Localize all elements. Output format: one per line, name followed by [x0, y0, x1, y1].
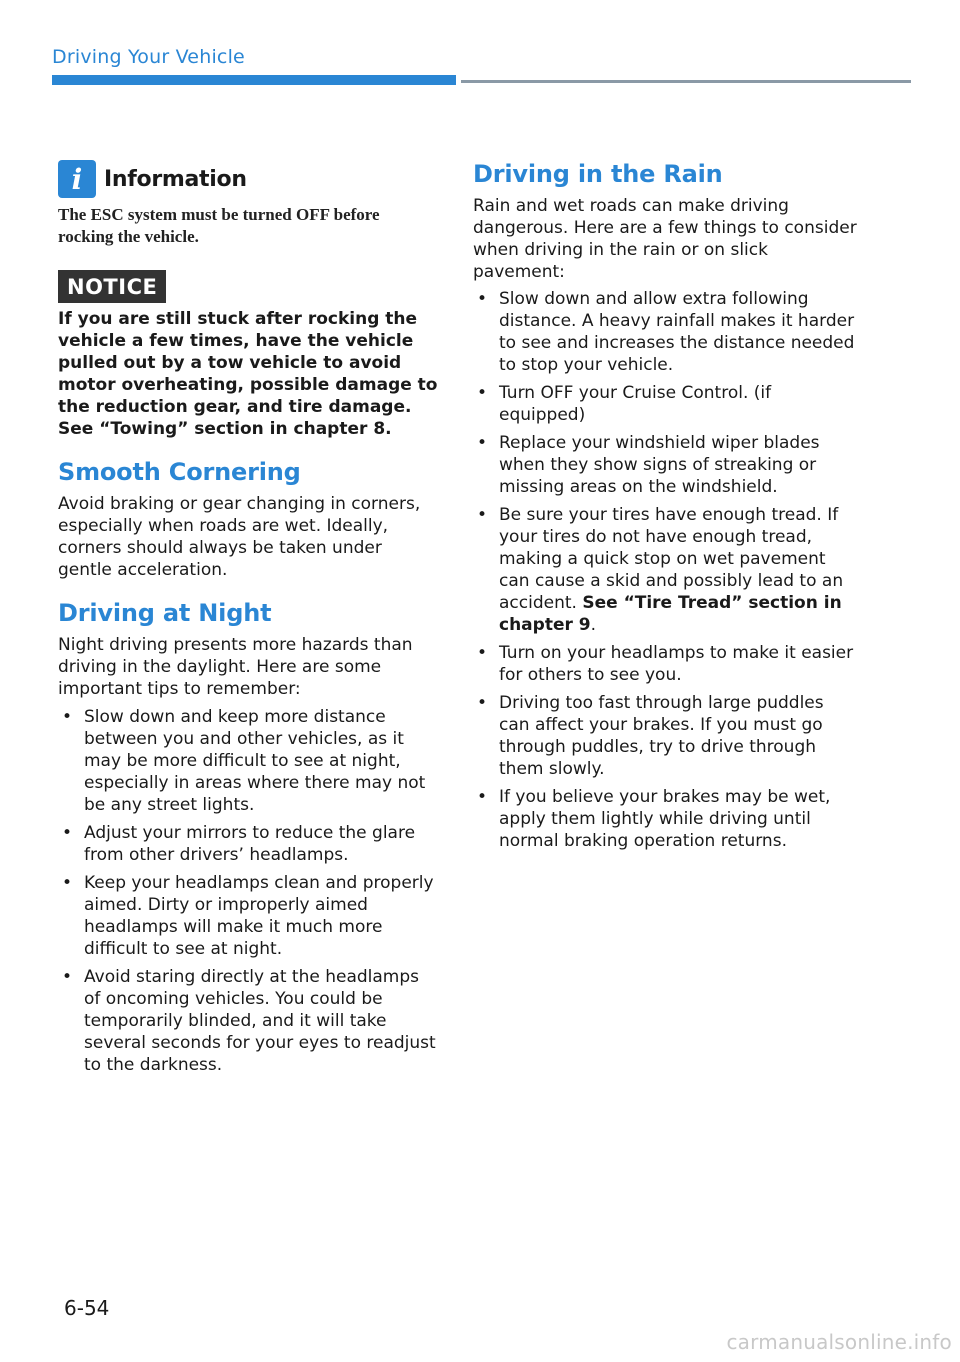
- bullet-glyph: •: [477, 693, 488, 713]
- bullet-glyph: •: [477, 505, 488, 525]
- information-header: [58, 160, 247, 198]
- night-bullet-list: [58, 706, 438, 1082]
- running-header: Driving Your Vehicle: [52, 46, 245, 68]
- rain-bullet-list: [473, 288, 858, 858]
- heading-smooth-cornering: Smooth Cornering: [58, 458, 301, 486]
- watermark: carmanualsonline.info: [726, 1330, 952, 1354]
- list-item: • Driving too fast through large puddles can affect your brakes. If you must go through puddles, try to drive through them slowly.: [477, 693, 824, 779]
- notice-badge: NOTICE: [58, 270, 166, 303]
- page-number: 6-54: [64, 1296, 110, 1320]
- bullet-glyph: •: [62, 707, 73, 727]
- driving-at-night-intro: Night driving presents more hazards than driving in the daylight. Here are some important tips to remember:: [58, 635, 413, 699]
- tire-tread-reference: See “Tire Tread” section in chapter 9: [499, 593, 842, 635]
- list-item: • Replace your windshield wiper blades when they show signs of streaking or missing areas on the windshield.: [477, 433, 820, 497]
- bullet-glyph: •: [477, 433, 488, 453]
- smooth-cornering-body: Avoid braking or gear changing in corners, especially when roads are wet. Ideally, corners should always be taken under gentle acceleration.: [58, 494, 421, 580]
- notice-body: If you are still stuck after rocking the vehicle a few times, have the vehicle pulled out by a tow vehicle to avoid motor overheating, possible damage to the reduction gear, and tire damage. See “Towing” section in chapter 8.: [58, 309, 438, 439]
- list-item: • Keep your headlamps clean and properly aimed. Dirty or improperly aimed headlamps will make it much more difficult to see at night.: [62, 873, 434, 959]
- header-accent-bar: [52, 75, 456, 85]
- list-item: • Turn OFF your Cruise Control. (if equipped): [477, 383, 772, 425]
- bullet-glyph: •: [477, 643, 488, 663]
- heading-driving-at-night: Driving at Night: [58, 599, 272, 627]
- information-body: The ESC system must be turned OFF before rocking the vehicle.: [58, 205, 380, 246]
- list-item: • Be sure your tires have enough tread. If your tires do not have enough tread, making a quick stop on wet pavement can cause a skid and possibly lead to an accident. See “Tire Tread” section in chapter 9.: [477, 505, 844, 635]
- list-item: • Slow down and allow extra following distance. A heavy rainfall makes it harder to see and increases the distance needed to stop your vehicle.: [477, 289, 855, 375]
- information-icon: i: [58, 160, 96, 198]
- list-item: • Avoid staring directly at the headlamps of oncoming vehicles. You could be temporarily blinded, and it will take several seconds for your eyes to readjust to the darkness.: [62, 967, 436, 1075]
- bullet-glyph: •: [62, 967, 73, 987]
- bullet-glyph: •: [62, 873, 73, 893]
- bullet-glyph: •: [477, 289, 488, 309]
- list-item: • If you believe your brakes may be wet, apply them lightly while driving until normal braking operation returns.: [477, 787, 831, 851]
- header-divider: [461, 80, 911, 83]
- list-item: • Turn on your headlamps to make it easier for others to see you.: [477, 643, 854, 685]
- list-item: • Adjust your mirrors to reduce the glare from other drivers’ headlamps.: [62, 823, 416, 865]
- bullet-glyph: •: [62, 823, 73, 843]
- driving-in-rain-intro: Rain and wet roads can make driving dangerous. Here are a few things to consider when driving in the rain or on slick pavement:: [473, 196, 857, 282]
- information-title: Information: [104, 166, 247, 192]
- heading-driving-in-rain: Driving in the Rain: [473, 160, 723, 188]
- list-item: • Slow down and keep more distance between you and other vehicles, as it may be more difficult to see at night, especially in areas where there may not be any street lights.: [62, 707, 426, 815]
- bullet-glyph: •: [477, 787, 488, 807]
- bullet-glyph: •: [477, 383, 488, 403]
